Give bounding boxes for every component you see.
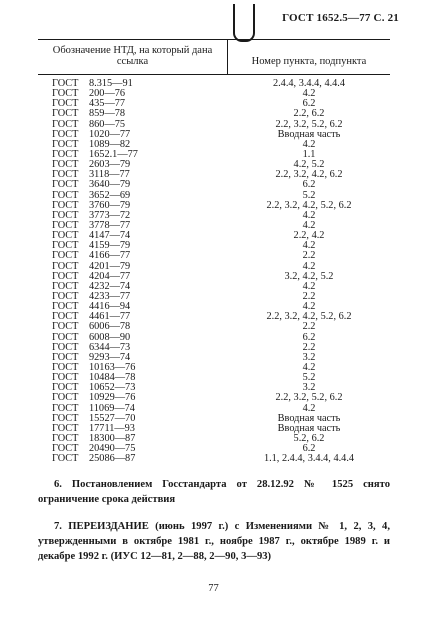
clause-cell: 4.2 xyxy=(302,209,316,221)
standard-prefix: ГОСТ xyxy=(52,148,79,160)
standard-prefix: ГОСТ xyxy=(52,88,79,100)
standard-prefix: ГОСТ xyxy=(52,301,79,313)
clause-cell: 6.2 xyxy=(302,331,316,343)
standard-number: 2603—79 xyxy=(89,159,131,171)
standard-number: 20490—75 xyxy=(89,443,136,455)
clause-cell: 3.2, 4.2, 5.2 xyxy=(284,270,334,282)
standard-number: 15527—70 xyxy=(89,412,136,424)
clause-cell: 1.1, 2.4.4, 3.4.4, 4.4.4 xyxy=(263,453,355,465)
standard-prefix: ГОСТ xyxy=(52,290,79,302)
running-head: ГОСТ 1652.5—77 С. 21 xyxy=(282,12,399,24)
clause-cell: 2.2 xyxy=(302,250,316,262)
standard-prefix: ГОСТ xyxy=(52,321,79,333)
table-body xyxy=(38,75,390,464)
standard-number: 435—77 xyxy=(89,98,126,110)
standard-number: 10929—76 xyxy=(89,392,136,404)
clause-cell: 4.2 xyxy=(302,219,316,231)
standard-number: 10163—76 xyxy=(89,361,136,373)
clause-cell: 4.2 xyxy=(302,260,316,272)
standard-number: 3640—79 xyxy=(89,179,131,191)
standard-prefix: ГОСТ xyxy=(52,280,79,292)
standard-prefix: ГОСТ xyxy=(52,250,79,262)
standard-prefix: ГОСТ xyxy=(52,270,79,282)
clause-cell: 6.2 xyxy=(302,443,316,455)
standard-prefix: ГОСТ xyxy=(52,422,79,434)
clause-cell: 4.2 xyxy=(302,361,316,373)
clause-cell: Вводная часть xyxy=(277,422,341,434)
standard-number: 10484—78 xyxy=(89,372,136,384)
standard-number: 11069—74 xyxy=(89,402,135,414)
standard-number: 3118—77 xyxy=(89,169,130,181)
standard-prefix: ГОСТ xyxy=(52,209,79,221)
standard-number: 6006—78 xyxy=(89,321,131,333)
standard-number: 3760—79 xyxy=(89,199,131,211)
standard-prefix: ГОСТ xyxy=(52,382,79,394)
clause-cell: 4.2 xyxy=(302,138,316,150)
clause-cell: 3.2 xyxy=(302,382,316,394)
standard-prefix: ГОСТ xyxy=(52,412,79,424)
standard-prefix: ГОСТ xyxy=(52,78,79,89)
standard-number: 200—76 xyxy=(89,88,126,100)
standard-number: 1089—82 xyxy=(89,138,131,150)
standard-number: 3652—69 xyxy=(89,189,131,201)
standard-number: 4461—77 xyxy=(89,311,131,323)
standard-number: 10652—73 xyxy=(89,382,136,394)
clause-cell: 2.2, 3.2, 4.2, 6.2 xyxy=(275,169,343,181)
standard-prefix: ГОСТ xyxy=(52,128,79,140)
clause-cell: Вводная часть xyxy=(277,412,341,424)
standard-number: 859—78 xyxy=(89,108,126,120)
clause-cell: 4.2 xyxy=(302,280,316,292)
standard-prefix: ГОСТ xyxy=(52,453,79,465)
standard-prefix: ГОСТ xyxy=(52,361,79,373)
standard-prefix: ГОСТ xyxy=(52,108,79,120)
clause-cell: 4.2 xyxy=(302,88,316,100)
handwritten-u-mark xyxy=(233,4,255,42)
clause-cell: 4.2 xyxy=(302,301,316,313)
standard-number: 4201—79 xyxy=(89,260,131,272)
standard-prefix: ГОСТ xyxy=(52,351,79,363)
clause-cell: 2.2, 4.2 xyxy=(293,230,325,242)
standard-number: 1020—77 xyxy=(89,128,131,140)
col-header-document: Обозначение НТД, на который дана ссылка xyxy=(38,40,228,74)
standard-prefix: ГОСТ xyxy=(52,230,79,242)
standard-number: 4416—94 xyxy=(89,301,131,313)
standard-prefix: ГОСТ xyxy=(52,219,79,231)
standard-number: 8.315—91 xyxy=(89,78,133,89)
clause-cell: 2.2, 3.2, 4.2, 5.2, 6.2 xyxy=(266,199,352,211)
clause-cell: 4.2, 5.2 xyxy=(293,159,325,171)
clause-cell: Вводная часть xyxy=(277,128,341,140)
clause-cell: 5.2 xyxy=(302,189,316,201)
clause-cell: 3.2 xyxy=(302,351,316,363)
table-row xyxy=(38,454,390,464)
clause-cell: 5.2 xyxy=(302,372,316,384)
standard-number: 9293—74 xyxy=(89,351,131,363)
standard-number: 17711—93 xyxy=(89,422,135,434)
standard-number: 860—75 xyxy=(89,118,126,130)
standard-prefix: ГОСТ xyxy=(52,118,79,130)
standard-prefix: ГОСТ xyxy=(52,372,79,384)
standard-number: 3773—72 xyxy=(89,209,131,221)
standard-prefix: ГОСТ xyxy=(52,189,79,201)
clause-cell: 1.1 xyxy=(302,148,316,160)
standard-number: 4204—77 xyxy=(89,270,131,282)
standard-number: 4147—74 xyxy=(89,230,131,242)
clause-cell: 2.2, 6.2 xyxy=(293,108,325,120)
standard-prefix: ГОСТ xyxy=(52,260,79,272)
standard-prefix: ГОСТ xyxy=(52,159,79,171)
paragraph-6: 6. Постановлением Госстандарта от 28.12.92 № 1525 снято ограничение срока действия xyxy=(38,479,390,505)
standard-number: 4233—77 xyxy=(89,290,131,302)
standard-number: 18300—87 xyxy=(89,432,136,444)
reference-table xyxy=(38,39,390,464)
col-header-clause: Номер пункта, подпункта xyxy=(251,56,367,67)
reference-cell xyxy=(38,454,228,464)
page-number: 77 xyxy=(208,583,219,594)
standard-number: 4232—74 xyxy=(89,280,131,292)
reference-cell xyxy=(38,251,228,261)
standard-prefix: ГОСТ xyxy=(52,169,79,181)
standard-number: 4166—77 xyxy=(89,250,131,262)
clause-cell: 2.2, 3.2, 4.2, 5.2, 6.2 xyxy=(266,311,352,323)
standard-prefix: ГОСТ xyxy=(52,311,79,323)
standard-prefix: ГОСТ xyxy=(52,98,79,110)
clause-cell: 2.2 xyxy=(302,321,316,333)
clause-cell: 4.2 xyxy=(302,402,316,414)
standard-number: 1652.1—77 xyxy=(89,148,138,160)
clause-cell: 2.4.4, 3.4.4, 4.4.4 xyxy=(272,78,346,89)
standard-prefix: ГОСТ xyxy=(52,443,79,455)
reference-cell xyxy=(38,322,228,332)
standard-number: 3778—77 xyxy=(89,219,131,231)
standard-prefix: ГОСТ xyxy=(52,331,79,343)
standard-prefix: ГОСТ xyxy=(52,402,79,414)
clause-cell: 5.2, 6.2 xyxy=(293,432,325,444)
clause-cell: 2.2, 3.2, 5.2, 6.2 xyxy=(275,118,343,130)
standard-number: 6008—90 xyxy=(89,331,131,343)
standard-number: 25086—87 xyxy=(89,453,136,465)
standard-prefix: ГОСТ xyxy=(52,392,79,404)
clause-cell: 4.2 xyxy=(302,240,316,252)
standard-prefix: ГОСТ xyxy=(52,138,79,150)
clause-cell: 2.2 xyxy=(302,341,316,353)
clause-cell: 6.2 xyxy=(302,98,316,110)
standard-prefix: ГОСТ xyxy=(52,179,79,191)
standard-number: 6344—73 xyxy=(89,341,131,353)
standard-number: 4159—79 xyxy=(89,240,131,252)
clause-cell: 6.2 xyxy=(302,179,316,191)
standard-prefix: ГОСТ xyxy=(52,199,79,211)
clause-cell: 2.2 xyxy=(302,290,316,302)
table-header xyxy=(38,40,390,75)
paragraph-7: 7. ПЕРЕИЗДАНИЕ (июнь 1997 г.) с Изменениями № 1, 2, 3, 4, утвержденными в октябре 1981 г., ноябре 1987 г., октябре 1989 г. и декабре 1992 г. (ИУС 12—81, 2—88, 2—90, 3—93) xyxy=(38,521,390,562)
clause-cell: 2.2, 3.2, 5.2, 6.2 xyxy=(275,392,343,404)
standard-prefix: ГОСТ xyxy=(52,240,79,252)
standard-prefix: ГОСТ xyxy=(52,341,79,353)
standard-prefix: ГОСТ xyxy=(52,432,79,444)
